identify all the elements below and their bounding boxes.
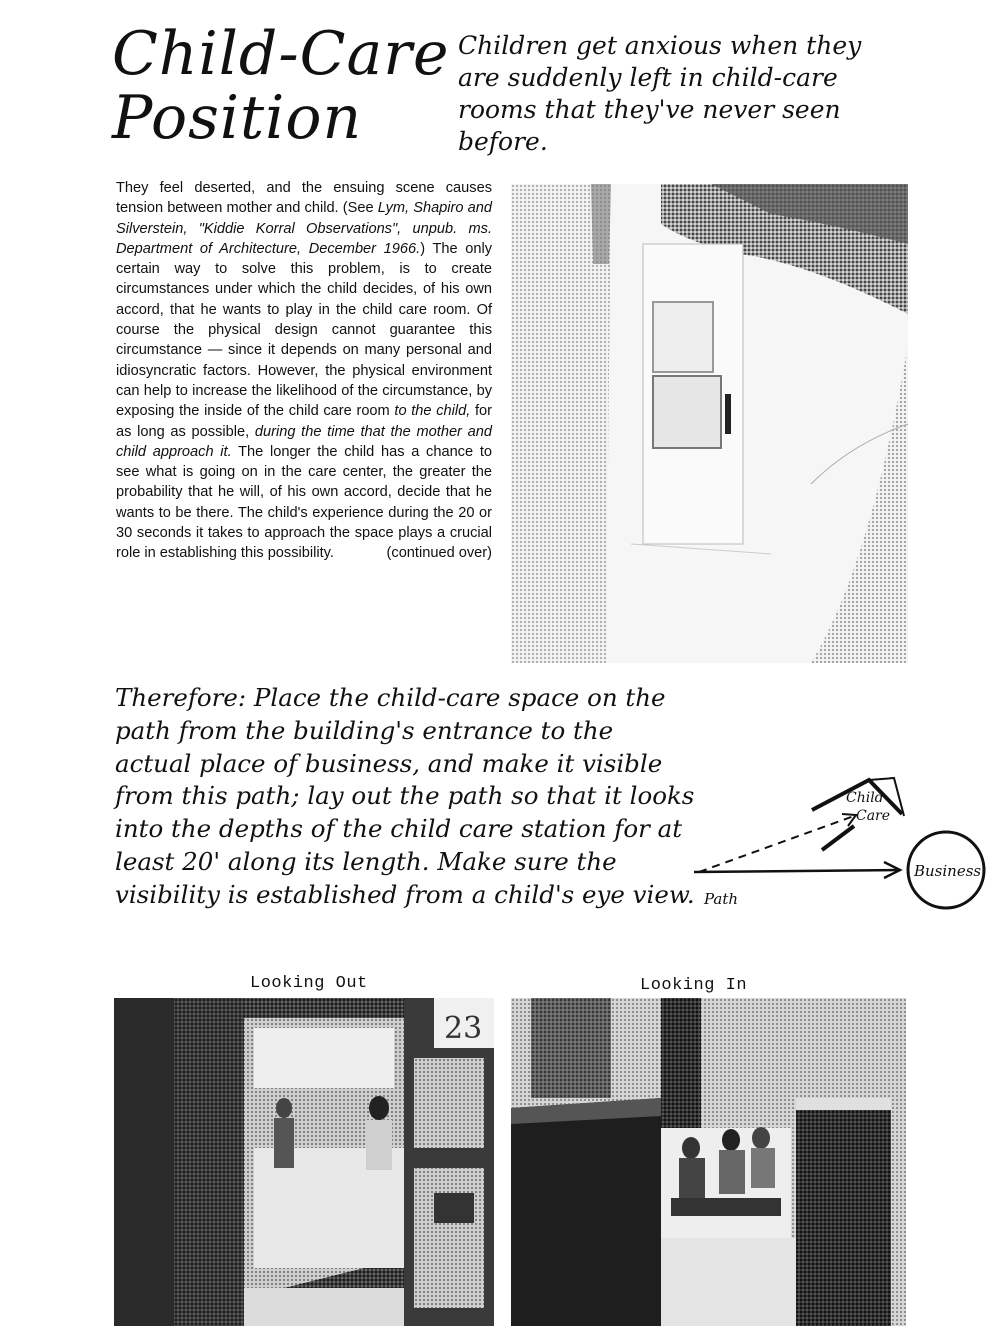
child-care-box-base: [822, 826, 854, 850]
path-label: Path: [704, 890, 739, 908]
caption-looking-in: Looking In: [640, 976, 748, 995]
tagline: Children get anxious when they are suddenly left in child-care rooms that they've never seen before.: [458, 31, 862, 156]
svg-text:23: 23: [444, 1011, 483, 1046]
emphasis-approach: during the time that the mother and child approach it.: [116, 423, 492, 460]
emphasis-to-the-child: to the child,: [394, 403, 471, 420]
title-line-1: Child-Care: [112, 19, 450, 89]
photo-child-care-doorway: [511, 184, 908, 663]
photo-looking-in: [511, 998, 906, 1326]
page-title: [112, 19, 452, 153]
body-text-2: ) The only certain way to solve this problem, is to create circumstances under which the child decides, of his own accord, that he wants to play in the child care room. Of course the physical design cannot guarantee this circumstance — since it depends on many personal and idiosyncratic factors. However, the physical environment can help to increase the likelihood of the circumstance, by exposing the inside of the child care room: [116, 240, 492, 420]
child-care-label-line-2: Care: [856, 808, 891, 824]
photo-looking-out: [114, 998, 494, 1326]
therefore-statement: Therefore: Place the child-care space on the path from the building's entrance to the actual place of business, and make it visible from this path; lay out the path so that it looks into the depths of the child care station for at least 20' along its length. Make sure the visibility is established from a child's eye view.: [115, 683, 695, 909]
path-arrow: [694, 870, 898, 872]
citation: Lym, Shapiro and Silverstein, "Kiddie Korral Observations", unpub. ms. Department of Architecture, December 1966.: [116, 200, 492, 257]
business-label: Business: [914, 862, 982, 880]
body-paragraph: [116, 178, 492, 564]
child-care-label-line-1: Child: [846, 790, 884, 806]
body-text-3: for as long as possible,: [116, 403, 492, 440]
caption-looking-out: Looking Out: [250, 974, 368, 993]
body-text-1: They feel deserted, and the ensuing scene causes tension between mother and child. (See: [116, 180, 492, 217]
title-line-2: Position: [112, 83, 363, 153]
body-text-4: The longer the child has a chance to see what is going on in the care center, the greater the probability that he will, of his own accord, decide that he wants to be there. The child's experience during the 20 or 30 seconds it takes to approach the space plays a crucial role in establishing this possibility.: [116, 443, 492, 562]
path-diagram: [684, 766, 994, 916]
continued-over-note: (continued over): [386, 545, 492, 562]
